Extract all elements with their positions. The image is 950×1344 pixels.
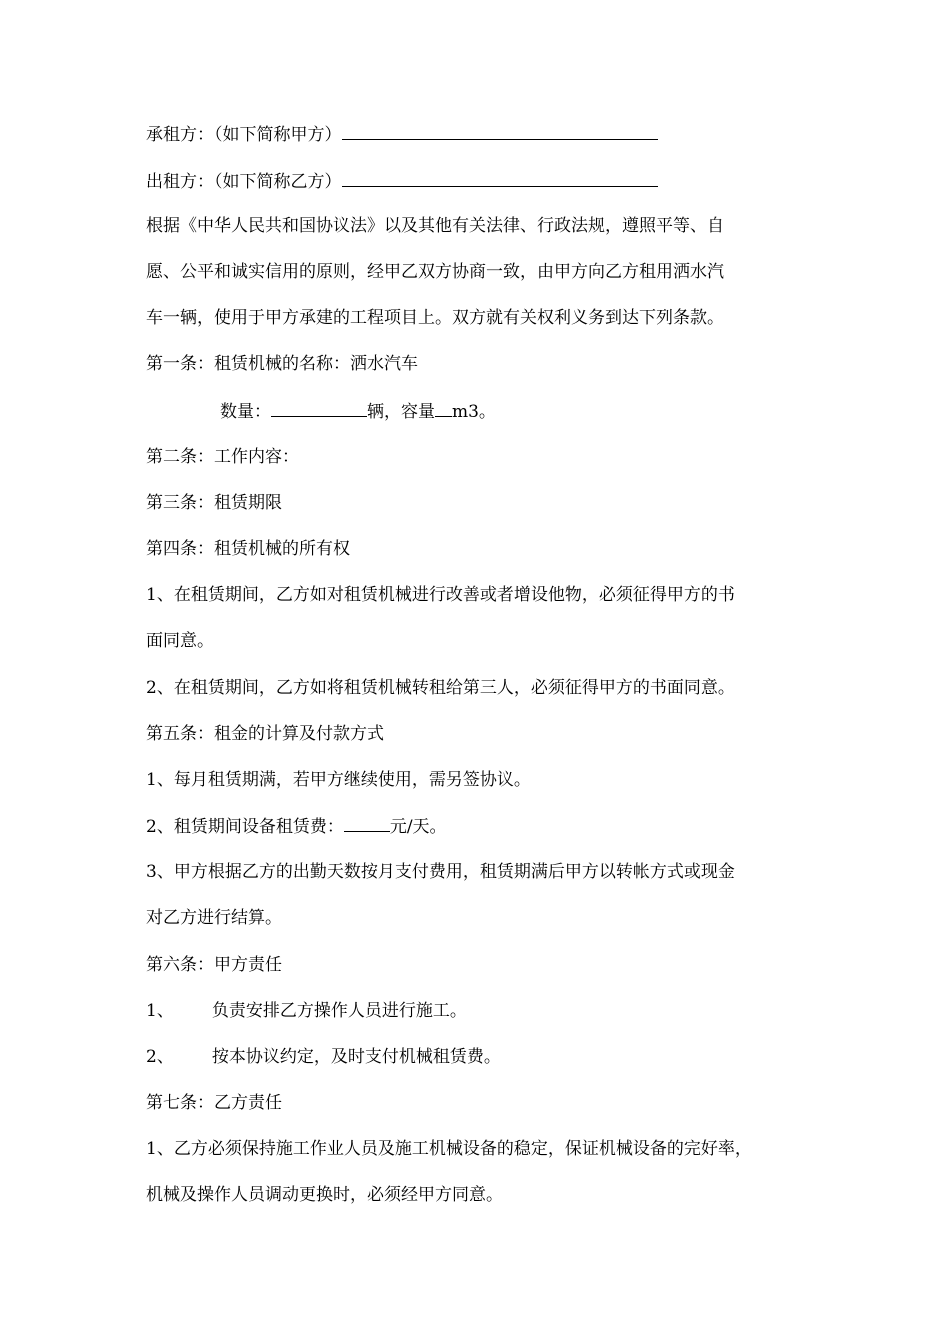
article-6-item-1: [146, 999, 467, 1023]
article-4-item-1b: 面同意。: [146, 631, 214, 651]
article-5-title: 第五条：租金的计算及付款方式: [146, 724, 384, 744]
article-6-item-1-text: 负责安排乙方操作人员进行施工。: [211, 1001, 467, 1021]
intro-line-3: 车一辆，使用于甲方承建的工程项目上。双方就有关权利义务到达下列条款。: [146, 308, 724, 328]
intro-line-2: 愿、公平和诚实信用的原则，经甲乙双方协商一致，由甲方向乙方租用洒水汽: [146, 262, 724, 282]
article-5-item-3a: 3、甲方根据乙方的出勤天数按月支付费用，租赁期满后甲方以转帐方式或现金: [146, 862, 735, 882]
lessee-label: 承租方：（如下简称甲方）: [146, 125, 342, 145]
lessor-blank[interactable]: [342, 169, 658, 187]
quantity-unit: 辆，容量: [367, 402, 435, 422]
article-6-item-2-number: 2、: [146, 1047, 174, 1067]
article-3-title: 第三条：租赁期限: [146, 493, 282, 513]
lessee-line: [146, 122, 658, 147]
lessor-label: 出租方：（如下简称乙方）: [146, 172, 342, 192]
article-7-title: 第七条：乙方责任: [146, 1093, 282, 1113]
article-5-item-2: [146, 814, 447, 839]
capacity-blank[interactable]: [435, 399, 452, 417]
article-4-title: 第四条：租赁机械的所有权: [146, 539, 350, 559]
article-6-title: 第六条：甲方责任: [146, 955, 282, 975]
article-7-item-1b: 机械及操作人员调动更换时，必须经甲方同意。: [146, 1185, 503, 1205]
rent-fee-unit: 元/天。: [389, 817, 447, 837]
rent-fee-label: 2、租赁期间设备租赁费：: [146, 817, 344, 837]
article-4-item-1a: 1、在租赁期间，乙方如对租赁机械进行改善或者增设他物，必须征得甲方的书: [146, 585, 735, 605]
quantity-blank[interactable]: [271, 399, 367, 417]
article-7-item-1a: 1、乙方必须保持施工作业人员及施工机械设备的稳定，保证机械设备的完好率，: [146, 1139, 752, 1159]
article-6-item-2: [146, 1045, 501, 1069]
lessor-line: [146, 169, 658, 194]
article-5-item-1: 1、每月租赁期满，若甲方继续使用，需另签协议。: [146, 770, 531, 790]
rent-fee-blank[interactable]: [344, 814, 390, 832]
article-6-item-1-number: 1、: [146, 1001, 174, 1021]
article-1-title: 第一条：租赁机械的名称：洒水汽车: [146, 354, 418, 374]
quantity-label: 数量：: [220, 402, 271, 422]
intro-line-1: 根据《中华人民共和国协议法》以及其他有关法律、行政法规，遵照平等、自: [146, 216, 724, 236]
article-6-item-2-text: 按本协议约定，及时支付机械租赁费。: [211, 1047, 501, 1067]
article-5-item-3b: 对乙方进行结算。: [146, 908, 282, 928]
lessee-blank[interactable]: [342, 122, 658, 140]
article-1-quantity: [220, 399, 496, 424]
article-4-item-2: 2、在租赁期间，乙方如将租赁机械转租给第三人，必须征得甲方的书面同意。: [146, 678, 735, 698]
capacity-unit: m3。: [452, 402, 496, 422]
article-2-title: 第二条：工作内容：: [146, 447, 299, 467]
